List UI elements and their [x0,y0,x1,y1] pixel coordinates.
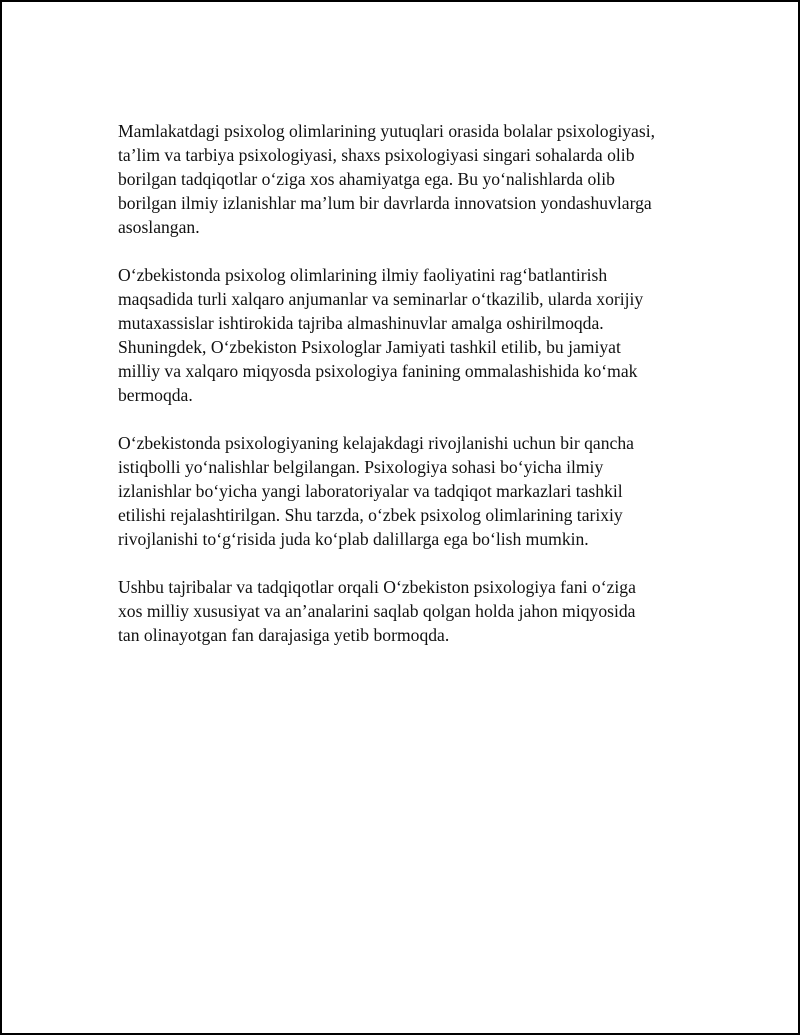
paragraph-line: borilgan ilmiy izlanishlar ma’lum bir davrlarda innovatsion yondashuvlarga [118,193,652,213]
paragraph-line: milliy va xalqaro miqyosda psixologiya fanining ommalashishida ko‘mak [118,361,638,381]
paragraph-1 [118,119,698,239]
paragraph-line: O‘zbekistonda psixolog olimlarining ilmiy faoliyatini rag‘batlantirish [118,265,608,285]
paragraph-line: ta’lim va tarbiya psixologiyasi, shaxs psixologiyasi singari sohalarda olib [118,145,635,165]
paragraph-line: rivojlanishi to‘g‘risida juda ko‘plab dalillarga ega bo‘lish mumkin. [118,529,589,549]
paragraph-line: mutaxassislar ishtirokida tajriba almashinuvlar amalga oshirilmoqda. [118,313,604,333]
paragraph-line: Mamlakatdagi psixolog olimlarining yutuqlari orasida bolalar psixologiyasi, [118,121,656,141]
paragraph-3 [118,431,698,551]
paragraph-line: O‘zbekistonda psixologiyaning kelajakdagi rivojlanishi uchun bir qancha [118,433,634,453]
paragraph-line: Shuningdek, O‘zbekiston Psixologlar Jamiyati tashkil etilib, bu jamiyat [118,337,621,357]
paragraph-2 [118,263,698,407]
document-body [118,119,698,671]
paragraph-4 [118,575,698,647]
paragraph-line: asoslangan. [118,217,200,237]
paragraph-line: izlanishlar bo‘yicha yangi laboratoriyalar va tadqiqot markazlari tashkil [118,481,623,501]
paragraph-line: Ushbu tajribalar va tadqiqotlar orqali O‘zbekiston psixologiya fani o‘ziga [118,577,636,597]
paragraph-line: istiqbolli yo‘nalishlar belgilangan. Psixologiya sohasi bo‘yicha ilmiy [118,457,604,477]
paragraph-line: borilgan tadqiqotlar o‘ziga xos ahamiyatga ega. Bu yo‘nalishlarda olib [118,169,615,189]
paragraph-line: xos milliy xususiyat va an’analarini saqlab qolgan holda jahon miqyosida [118,601,636,621]
paragraph-line: tan olinayotgan fan darajasiga yetib bormoqda. [118,625,450,645]
paragraph-line: bermoqda. [118,385,193,405]
paragraph-line: maqsadida turli xalqaro anjumanlar va seminarlar o‘tkazilib, ularda xorijiy [118,289,644,309]
paragraph-line: etilishi rejalashtirilgan. Shu tarzda, o‘zbek psixolog olimlarining tarixiy [118,505,623,525]
